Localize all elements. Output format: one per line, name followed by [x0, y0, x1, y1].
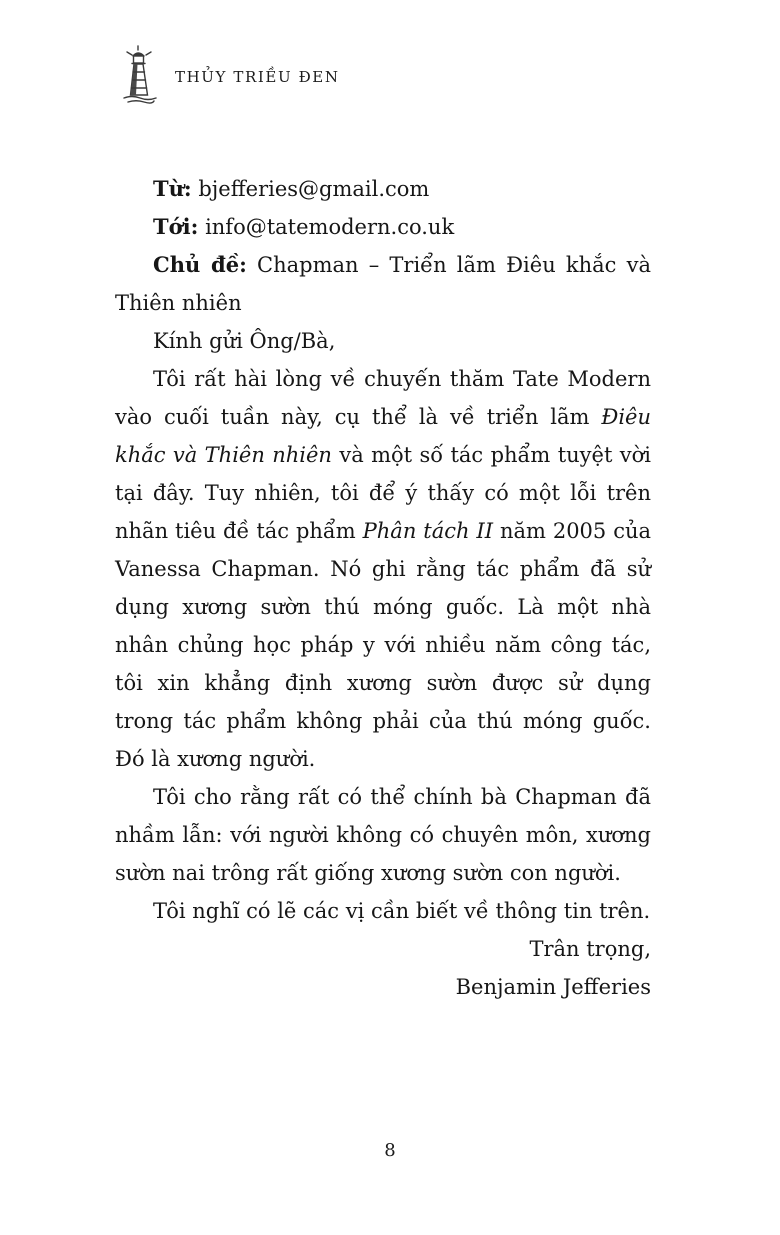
email-subject-line	[115, 246, 651, 322]
paragraph-1-text: Tôi rất hài lòng về chuyến thăm Tate Modern vào cuối tuần này, cụ thể là về triển lãm	[115, 367, 651, 429]
to-label: Tới:	[153, 214, 199, 239]
from-label: Từ:	[153, 176, 192, 201]
subject-label: Chủ đề:	[153, 252, 247, 277]
to-value: info@tatemodern.co.uk	[205, 215, 455, 239]
book-title: THỦY TRIỀU ĐEN	[175, 68, 340, 86]
from-value: bjefferies@gmail.com	[198, 177, 430, 201]
email-to-line	[115, 208, 651, 246]
salutation: Kính gửi Ông/Bà,	[153, 329, 336, 353]
subject-value: Chapman – Triển lãm Điêu khắc và Thiên nhiên	[115, 253, 651, 315]
lighthouse-icon	[118, 44, 160, 106]
email-from-line	[115, 170, 651, 208]
signature-line: Benjamin Jefferies	[455, 975, 651, 999]
letter-paragraph-2: Tôi cho rằng rất có thể chính bà Chapman đã nhầm lẫn: với người không có chuyên môn, xương sườn nai trông rất giống xương sườn con người.	[115, 785, 651, 885]
paragraph-1-text: năm 2005 của Vanessa Chapman. Nó ghi rằng tác phẩm đã sử dụng xương sườn thú móng guốc. Là một nhà nhân chủng học pháp y với nhiều năm công tác, tôi xin khẳng định xương sườn được sử dụng trong tác phẩm không phải của thú móng guốc. Đó là xương người.	[115, 519, 652, 771]
closing-line: Trân trọng,	[529, 937, 651, 961]
letter-paragraph-3: Tôi nghĩ có lẽ các vị cần biết về thông tin trên.	[153, 899, 651, 923]
email-letter	[115, 170, 651, 1006]
page-number: 8	[384, 1140, 396, 1161]
running-header	[118, 44, 340, 106]
artwork-title-italic: Phân tách II	[362, 519, 494, 543]
paragraph-1-text: và một số tác phẩm tuyệt vời tại đây. Tuy nhiên, tôi để ý thấy có một lỗi trên nhãn tiêu đề tác phẩm	[115, 443, 651, 543]
exhibition-title-italic: Điêu khắc và Thiên nhiên	[115, 405, 651, 467]
letter-paragraph-1	[115, 360, 651, 778]
